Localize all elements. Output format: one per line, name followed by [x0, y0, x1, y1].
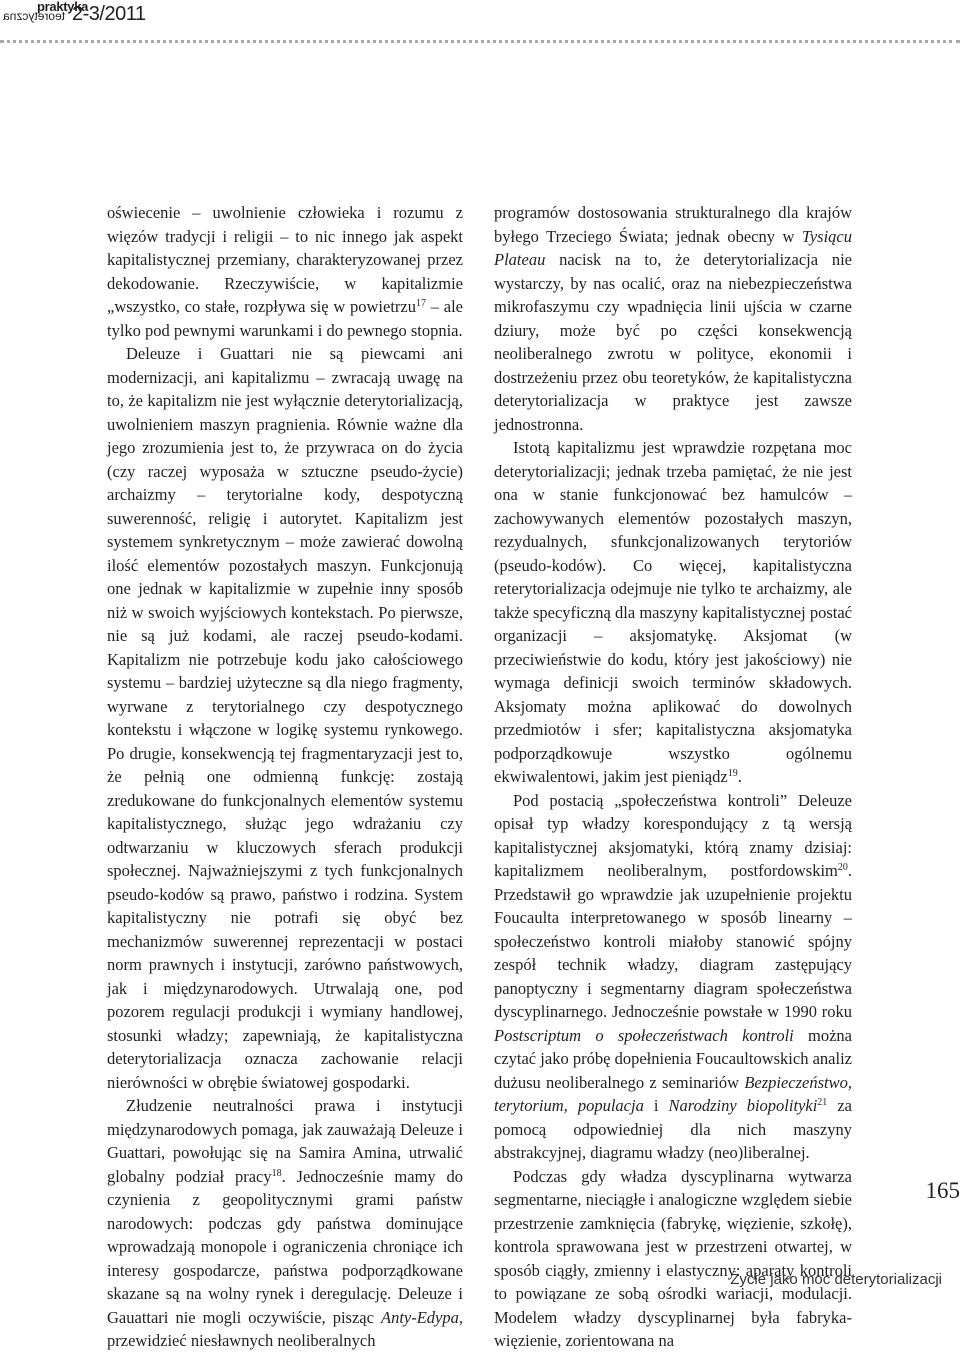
book-title: Bezpieczeństwo, terytorium, populacja	[494, 1073, 852, 1116]
paragraph: programów dostosowania strukturalnego dla krajów byłego Trzeciego Świata; jednak obecny w Tysiącu Plateau nacisk na to, że deterytorializacja nie wystarczy, by nas ocalić, oraz na niebezpieczeństwa mikrofaszymu czy wpadnięcia linii ujścia w czarne dziury, może być po części konsekwencją neoliberalnego zwrotu w polityce, ekonomii i dostrzeżeniu przez obu teoretyków, że kapitalistyczna deterytorializacja w praktyce jest zawsze jednostronna.	[494, 201, 852, 436]
running-footer-title: Życie jako moc deterytorializacji	[730, 1271, 942, 1289]
right-text-column	[494, 201, 852, 1353]
page-number: 165	[926, 1178, 960, 1204]
footnote-ref[interactable]: 19	[728, 768, 738, 779]
paragraph: Pod postacią „społeczeństwa kontroli” Deleuze opisał typ władzy korespondujący z tą wersją kapitalistycznej aksjomatyki, którą znamy dzisiaj: kapitalizmem neoliberalnym, postfordowskim$^{20}$. Przedstawił go wprawdzie jak uzupełnienie projektu Foucaulta interpretowanego w sposób linearny – społeczeństwo kontroli miałoby stanowić spójny zespół technik władzy, diagram zastępujący panoptyczny i segmentarny diagram społeczeństwa dyscyplinarnego. Jednocześnie powstałe w 1990 roku Postscriptum o społeczeństwach kontroli można czytać jako próbę dopełnienia Foucaultowskich analiz dużusu neoliberalnego z seminariów Bezpieczeństwo, terytorium, populacja i Narodziny biopolityki$^{21}$ za pomocą odpowiedniej dla nich maszyny abstrakcyjnej, diagramu władzy (neo)liberalnej.	[494, 789, 852, 1165]
journal-subtitle-mirrored: teoretyczna	[3, 10, 65, 22]
paragraph: Deleuze i Guattari nie są piewcami ani modernizacji, ani kapitalizmu – zwracają uwagę na to, że kapitalizm nie jest wyłącznie deterytorializacją, uwolnieniem maszyn pragnienia. Równie ważne dla jego zrozumienia jest to, że przywraca on do życia (czy raczej wyposaża w sztuczne pseudo-życie) archaizmy – terytorialne kody, despotyczną suwerenność, religię i autorytet. Kapitalizm jest systemem synkretycznym – może zawierać dowolną ilość elementów pozostałych maszyn. Funkcjonują one jednak w kapitalizmie w zupełnie inny sposób niż w swoich wyjściowych kontekstach. Po pierwsze, nie są już kodami, ale raczej pseudo-kodami. Kapitalizm nie potrzebuje kodu jako całościowego systemu – bardziej użyteczne są dla niego fragmenty, wyrwane z terytorialnego czy despotycznego kontekstu i włączone w logikę systemu rynkowego. Po drugie, konsekwencją tej fragmentaryzacji jest to, że pełnią one odmienną funkcję: zostają zredukowane do funkcjonalnych elementów systemu kapitalistycznego, służąc jego wdrażaniu czy odtwarzaniu w kluczowych sferach produkcji społecznej. Najważniejszymi z tych funkcjonalnych pseudo-kodów są prawo, państwo i rodzina. System kapitalistyczny nie potrafi się obyć bez mechanizmów suwerennej reprezentacji w postaci norm prawnych i instytucji, zarówno państwowych, jak i międzynarodowych. Utrwalają one, pod pozorem regulacji produkcji i wymiany handlowej, stosunki władzy; zapewniają, że kapitalistyczna deterytorializacja oznacza zachowanie relacji nierówności w obrębie światowej gospodarki.	[107, 342, 463, 1094]
paragraph: Istotą kapitalizmu jest wprawdzie rozpętana moc deterytorializacji; jednak trzeba pamiętać, że nie jest ona w stanie funkcjonować bez hamulców – zachowywanych elementów pozostałych maszyn, rezydualnych, sfunkcjonalizowanych terytoriów (pseudo-kodów). Co więcej, kapitalistyczna reterytorializacja odejmuje nie tylko te archaizmy, ale także specyficzną dla maszyny kapitalistycznej postać organizacji – aksjomatykę. Aksjomat (w przeciwieństwie do kodu, który jest jakościowy) nie wymaga definicji swoich terminów składowych. Aksjomaty można aplikować do dowolnych przedmiotów i sfer; kapitalistyczna aksjomatyka podporządkowuje wszystko ogólnemu ekwiwalentowi, jakim jest pieniądz$^{19}$.	[494, 436, 852, 789]
footnote-ref[interactable]: 18	[272, 1168, 282, 1179]
footnote-ref[interactable]: 17	[416, 298, 426, 309]
footnote-ref[interactable]: 20	[838, 862, 848, 873]
footnote-ref[interactable]: 21	[817, 1097, 827, 1108]
left-text-column	[107, 201, 463, 1353]
paragraph: oświecenie – uwolnienie człowieka i rozumu z więzów tradycji i religii – to nic innego jak aspekt kapitalistycznej przemiany, charakteryzowanej przez dekodowanie. Rzeczywiście, w kapitalizmie „wszystko, co stałe, rozpływa się w powietrzu$^{17}$ – ale tylko pod pewnymi warunkami i do pewnego stopnia.	[107, 201, 463, 342]
book-title: Postscriptum o społeczeństwach kontroli	[494, 1026, 794, 1045]
book-title: Narodziny biopolityki	[669, 1096, 818, 1115]
header-dotted-rule	[0, 40, 960, 43]
journal-masthead	[0, 0, 260, 40]
journal-title: praktyka	[37, 0, 88, 14]
issue-number: 2-3/2011	[72, 3, 145, 25]
book-title: Tysiącu Plateau	[494, 227, 852, 270]
paragraph: Podczas gdy władza dyscyplinarna wytwarza segmentarne, nieciągłe i analogiczne względem siebie przestrzenie zamknięcia (fabrykę, więzienie, szkołę), kontrola sprawowana jest w przestrzeni otwartej, w sposób ciągły, zmienny i elastyczny: aparaty kontroli to powiązane ze sobą ośrodki wariacji, modulacji. Modelem władzy dyscyplinarnej była fabryka-więzienie, zorientowana na	[494, 1165, 852, 1353]
book-title: Anty-Edypa	[381, 1308, 459, 1327]
paragraph: Złudzenie neutralności prawa i instytucji międzynarodowych pomaga, jak zauważają Deleuze i Guattari, powołując się na Samira Amina, utrwalić globalny podział pracy$^{18}$. Jednocześnie mamy do czynienia z geopolitycznymi grami państw narodowych: podczas gdy państwa dominujące wprowadzają monopole i ograniczenia chroniące ich interesy gospodarcze, państwa podporządkowane skazane są na wolny rynek i deregulację. Deleuze i Gauattari nie mogli oczywiście, pisząc Anty-Edypa, przewidzieć niesławnych neoliberalnych	[107, 1094, 463, 1353]
